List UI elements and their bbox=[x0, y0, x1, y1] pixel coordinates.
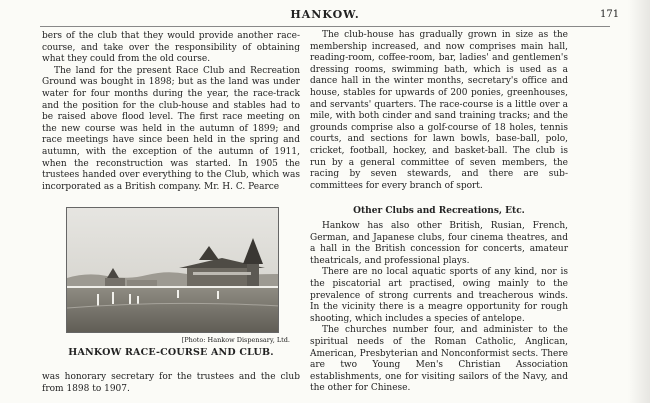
left-column-text bbox=[42, 31, 300, 193]
right-paragraph-1: The club-house has gradually grown in size as the membership increased, and now comprises main hall, reading-room, coffee-room, bar, ladies' and gentlemen's dressing rooms, swimming bath, which is used as a dance hall in the winter months, secretary's office and house, stables for upwards of 200 ponies, greenhouses, and servants' quarters. The race-course is a little over a mile, with both cinder and sand training tracks; and the grounds comprise also a golf-course of 18 holes, tennis courts, and sections for lawn bowls, base-ball, polo, cricket, football, hockey, and basket-ball. The club is run by a general committee of seven members, the racing by seven stewards, and there are sub-committees for every branch of sport. bbox=[310, 30, 568, 191]
page-number: 171 bbox=[600, 9, 620, 20]
photo-credit: [Photo: Hankow Dispensary, Ltd. bbox=[181, 336, 290, 344]
photo-caption: HANKOW RACE-COURSE AND CLUB. bbox=[68, 347, 274, 358]
left-bottom-paragraph: was honorary secretary for the trustees and the club from 1898 to 1907. bbox=[42, 372, 300, 394]
left-paragraph-2: The land for the present Race Club and Recreation Ground was bought in 1898; but as the land was under water for four months during the year, the race-track and the position for the club-house and stables had to be raised above flood level. The first race meeting on the new course was held in the autumn of 1899; and race meetings have since been held in the spring and autumn, with the exception of the autumn of 1911, when the reconstruction was started. In 1905 the trustees handed over everything to the Club, which was incorporated as a British company. Mr. H. C. Pearce bbox=[42, 65, 300, 192]
right-paragraph-4: The churches number four, and administer to the spiritual needs of the Roman Catholic, Anglican, American, Presbyterian and Nonconformist sects. There are two Young Men's Christian Association establishments, one for visiting sailors of the Navy, and the other for Chinese. bbox=[310, 325, 568, 394]
race-course-photo bbox=[66, 207, 279, 333]
right-paragraph-3: There are no local aquatic sports of any kind, nor is the piscatorial art practised, owing mainly to the prevalence of strong currents and treacherous winds. In the vicinity there is a meagre opportunity for rough shooting, which includes a species of antelope. bbox=[310, 267, 568, 324]
header-rule bbox=[40, 26, 610, 27]
left-paragraph-1: bers of the club that they would provide another race-course, and take over the responsibility of obtaining what they could from the old course. bbox=[42, 31, 300, 65]
section-heading: Other Clubs and Recreations, Etc. bbox=[353, 206, 525, 216]
race-course-photo-illustration bbox=[67, 208, 279, 333]
page-edge-shadow bbox=[628, 0, 650, 403]
right-column-text bbox=[310, 30, 568, 192]
right-lower-text bbox=[310, 221, 568, 395]
right-paragraph-2: Hankow has also other British, Rusian, French, German, and Japanese clubs, four cinema theatres, and a hall in the British concession for concerts, amateur theatricals, and professional plays. bbox=[310, 221, 568, 266]
running-head-title: HANKOW. bbox=[290, 8, 360, 21]
